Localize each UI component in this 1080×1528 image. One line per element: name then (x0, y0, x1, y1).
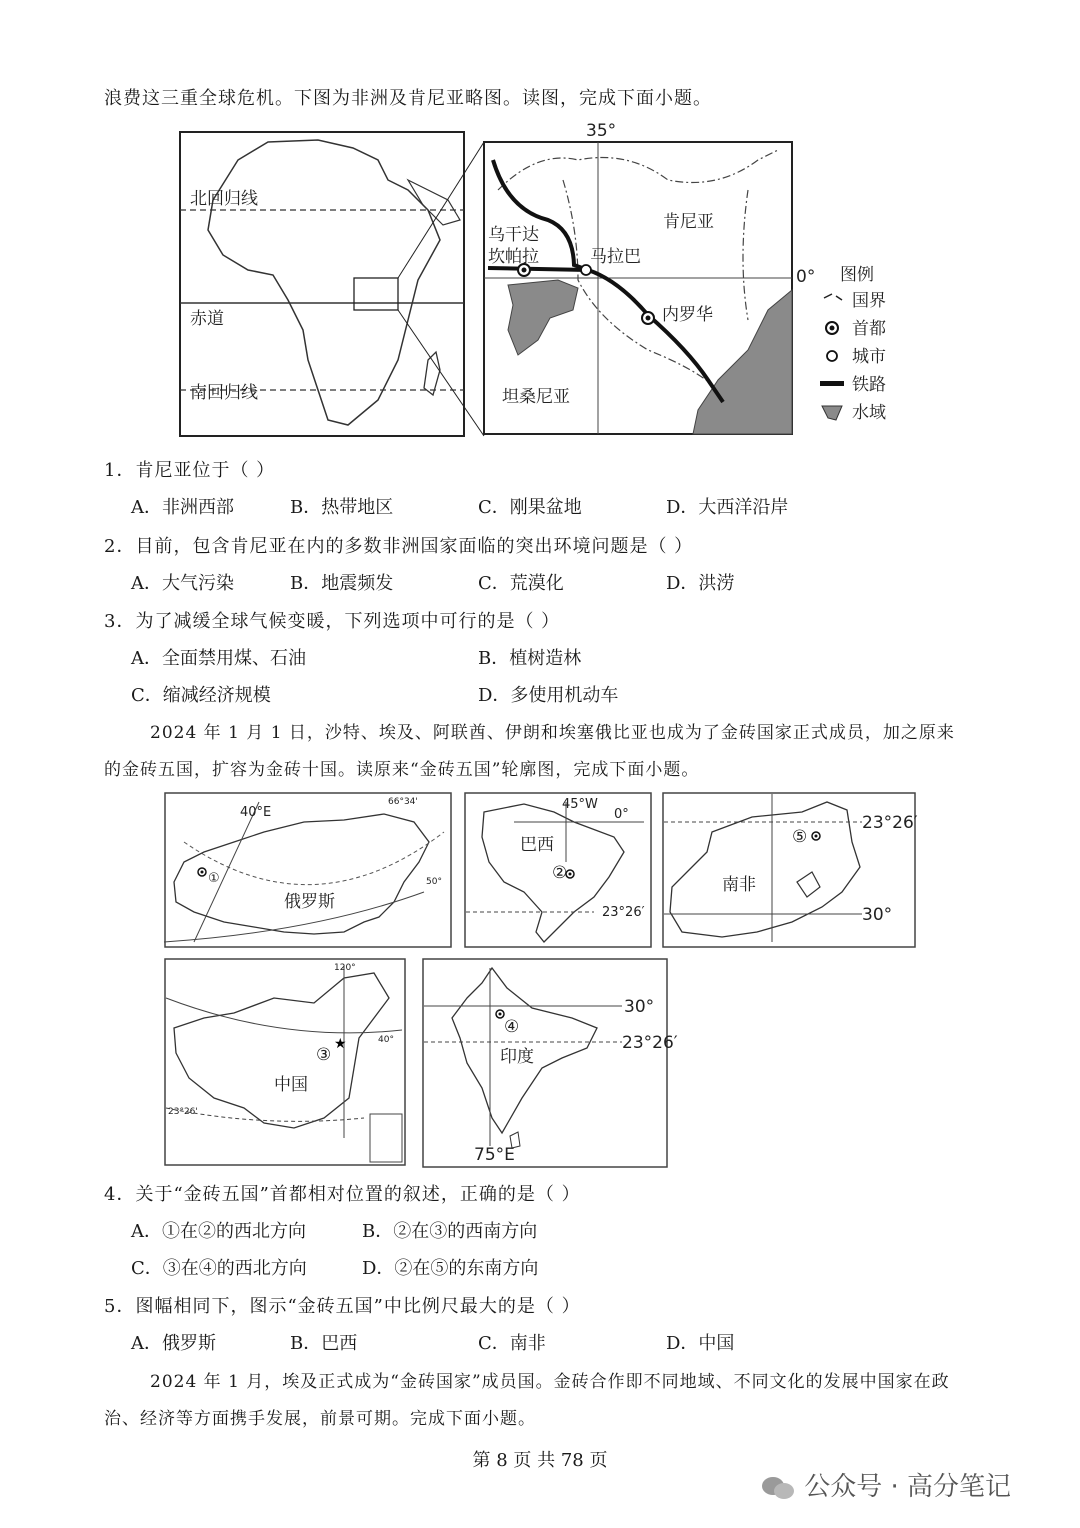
legend-railway: 铁路 (852, 375, 886, 395)
q1-stem: 1．肯尼亚位于（ ） (104, 460, 276, 481)
india-lon: 75°E (474, 1145, 515, 1165)
malaba-label: 马拉巴 (590, 247, 641, 267)
passage2-line2: 的金砖五国，扩容为金砖十国。读原来“金砖五国”轮廓图，完成下面小题。 (104, 760, 700, 780)
q4-stem: 4．关于“金砖五国”首都相对位置的叙述，正确的是（ ） (104, 1184, 581, 1205)
q3-option-a[interactable]: A．全面禁用煤、石油 (131, 648, 306, 669)
brazil-map (464, 792, 652, 948)
india-map (422, 958, 678, 1168)
passage3-line2: 治、经济等方面携手发展，前景可期。完成下面小题。 (104, 1409, 536, 1429)
q2-stem: 2．目前，包含肯尼亚在内的多数非洲国家面临的突出环境问题是（ ） (104, 536, 694, 557)
russia-map (164, 792, 452, 948)
q3-option-b[interactable]: B．植树造林 (478, 648, 582, 669)
brazil-name: 巴西 (520, 835, 554, 855)
india-name: 印度 (500, 1047, 534, 1067)
russia-lat2: 50° (426, 877, 442, 887)
madagascar-outline (424, 352, 440, 395)
legend-capital: 首都 (852, 319, 886, 339)
q1-option-b[interactable]: B．热带地区 (290, 497, 394, 518)
kenya-lat-label: 0° (796, 267, 816, 287)
passage3-line1: 2024 年 1 月，埃及正式成为“金砖国家”成员国。金砖合作即不同地域、不同文化的发展中国家在政 (150, 1372, 950, 1392)
south-africa-name: 南非 (722, 875, 756, 895)
page-footer: 第 8 页 共 78 页 (472, 1450, 608, 1471)
russia-name: 俄罗斯 (284, 892, 335, 912)
south-africa-num: ⑤ (792, 827, 808, 847)
tropic-capricorn-label: 南回归线 (190, 383, 258, 403)
legend-water: 水域 (852, 403, 886, 423)
svg-text:★: ★ (334, 1036, 347, 1052)
kenya-locator-box (354, 278, 398, 310)
nairobi-label: 内罗华 (662, 305, 713, 325)
q2-option-b[interactable]: B．地震频发 (290, 573, 394, 594)
africa-kenya-map (178, 120, 908, 442)
china-lon: 120° (334, 963, 356, 973)
china-name: 中国 (274, 1075, 308, 1095)
wechat-icon (762, 1475, 796, 1501)
uganda-label: 乌干达 (488, 225, 539, 245)
china-map (164, 958, 406, 1166)
india-lat2: 23°26′ (622, 1033, 678, 1053)
india-lat1: 30° (624, 997, 655, 1017)
india-num: ④ (504, 1017, 520, 1037)
q4-option-b[interactable]: B．②在③的西南方向 (362, 1221, 538, 1242)
q1-option-d[interactable]: D．大西洋沿岸 (666, 497, 789, 518)
russia-num: ① (208, 871, 220, 886)
tropic-cancer-label: 北回归线 (190, 189, 258, 209)
q5-stem: 5．图幅相同下，图示“金砖五国”中比例尺最大的是（ ） (104, 1296, 581, 1317)
q4-option-c[interactable]: C．③在④的西北方向 (131, 1258, 307, 1279)
q3-stem: 3．为了减缓全球气候变暖，下列选项中可行的是（ ） (104, 611, 561, 632)
kenya-lon-label: 35° (586, 121, 617, 141)
legend-border: 国界 (852, 291, 886, 311)
q5-option-d[interactable]: D．中国 (666, 1333, 735, 1354)
equator-label: 赤道 (190, 309, 224, 329)
brazil-num: ② (552, 863, 568, 883)
south-africa-lat2: 30° (862, 905, 893, 925)
brazil-lat1: 23°26′ (602, 905, 645, 920)
china-lat1: 40° (378, 1035, 394, 1045)
kampala-label: 坎帕拉 (488, 247, 539, 267)
q1-option-c[interactable]: C．刚果盆地 (478, 497, 582, 518)
q5-option-b[interactable]: B．巴西 (290, 1333, 358, 1354)
south-africa-map (662, 792, 916, 948)
q1-option-a[interactable]: A．非洲西部 (131, 497, 234, 518)
q3-option-c[interactable]: C．缩减经济规模 (131, 685, 271, 706)
passage2-line1: 2024 年 1 月 1 日，沙特、埃及、阿联酋、伊朗和埃塞俄比亚也成为了金砖国家正式成员，加之原来 (150, 723, 955, 743)
south-africa-lat1: 23°26′ (862, 813, 918, 833)
q5-option-c[interactable]: C．南非 (478, 1333, 546, 1354)
q2-option-c[interactable]: C．荒漠化 (478, 573, 564, 594)
brazil-lon: 45°W (562, 797, 598, 812)
tanzania-label: 坦桑尼亚 (502, 387, 570, 407)
q2-option-d[interactable]: D．洪涝 (666, 573, 735, 594)
russia-lon: 40°E (240, 805, 272, 820)
q4-option-a[interactable]: A．①在②的西北方向 (131, 1221, 306, 1242)
legend-city: 城市 (852, 347, 886, 367)
q4-option-d[interactable]: D．②在⑤的东南方向 (362, 1258, 539, 1279)
intro-line: 浪费这三重全球危机。下图为非洲及肯尼亚略图。读图，完成下面小题。 (104, 88, 712, 109)
kenya-country-label: 肯尼亚 (663, 212, 714, 232)
legend-title: 图例 (840, 265, 874, 285)
russia-lat1: 66°34' (388, 797, 418, 807)
lake-victoria (508, 280, 578, 355)
q2-option-a[interactable]: A．大气污染 (131, 573, 234, 594)
china-num: ③ (316, 1045, 332, 1065)
brazil-lat0: 0° (614, 807, 629, 822)
railway (493, 160, 723, 402)
china-lat2: 23°26' (168, 1107, 198, 1117)
q3-option-d[interactable]: D．多使用机动车 (478, 685, 619, 706)
watermark: 公众号 · 高分笔记 (762, 1466, 1011, 1503)
q5-option-a[interactable]: A．俄罗斯 (131, 1333, 216, 1354)
